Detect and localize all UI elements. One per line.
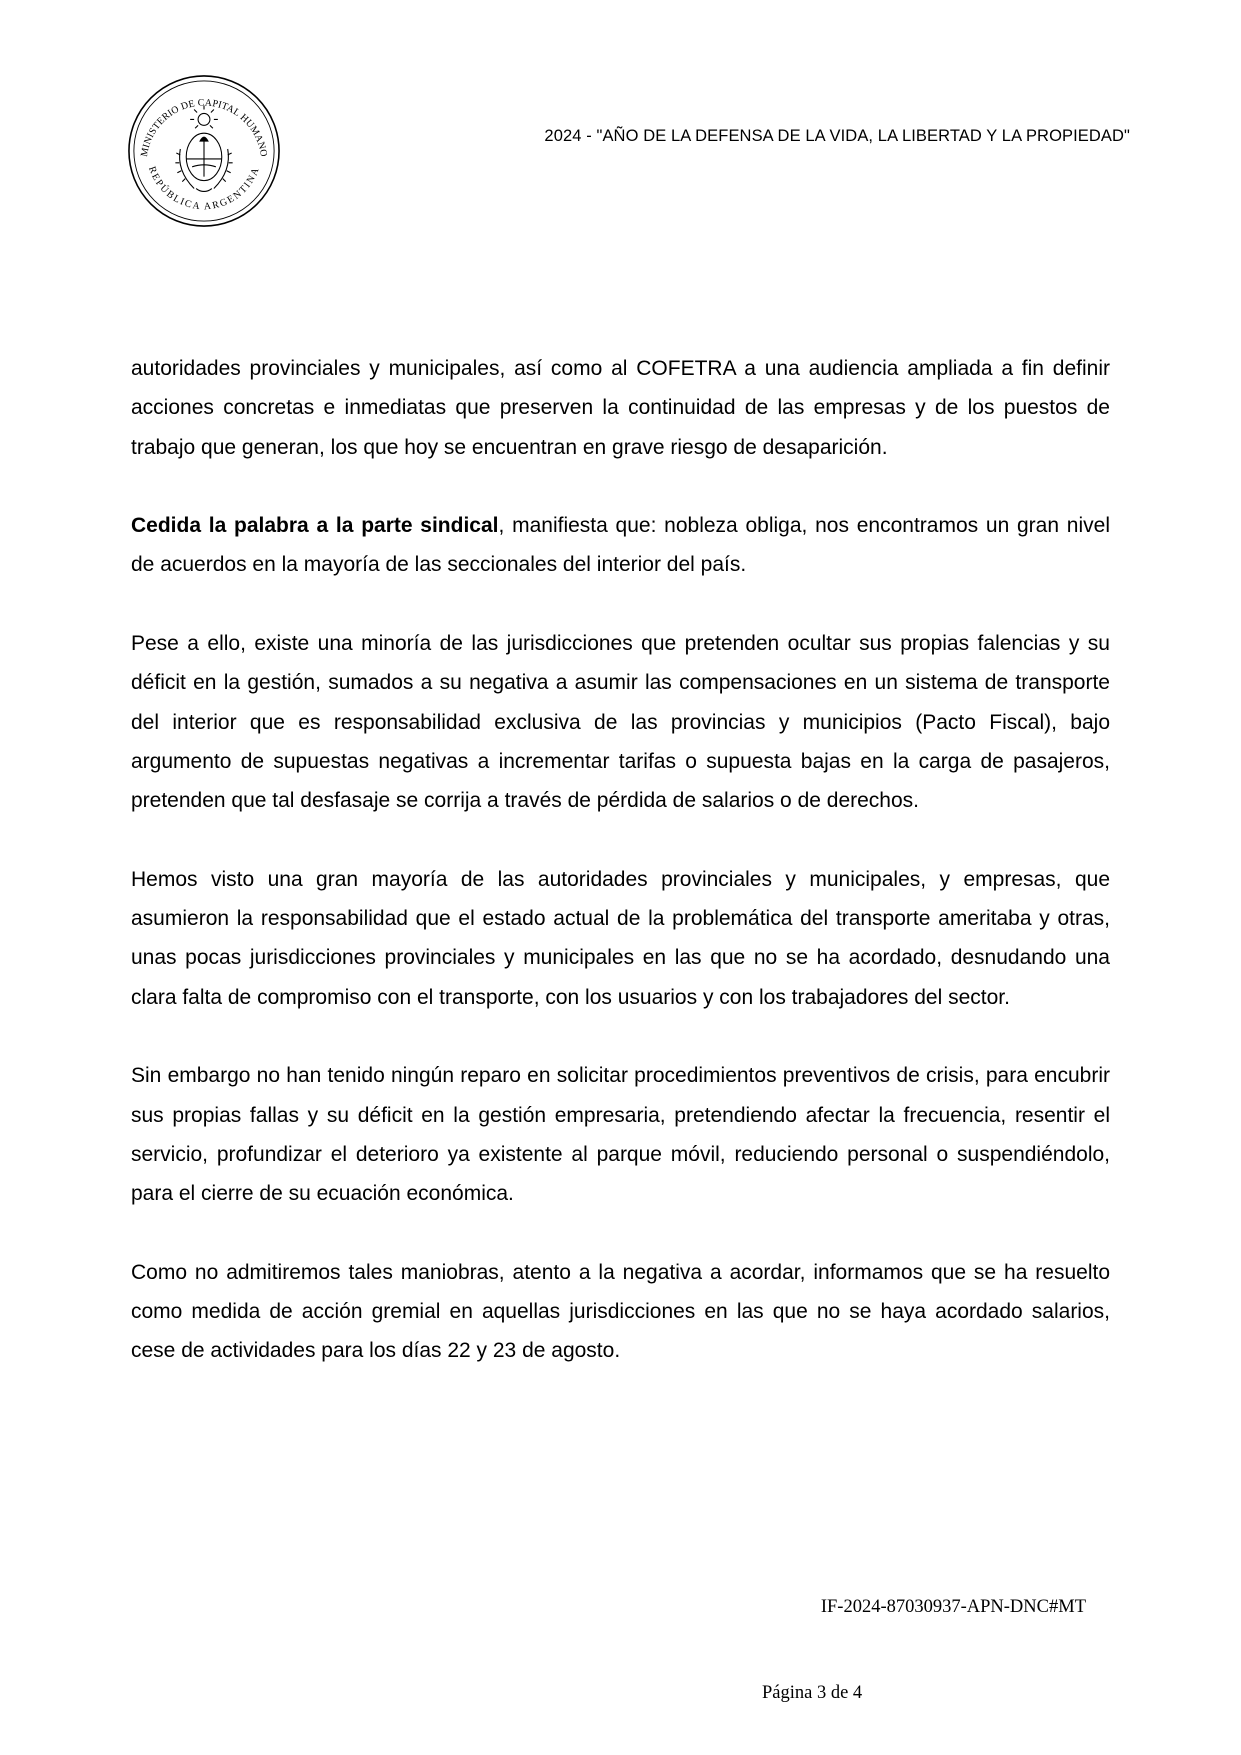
document-body bbox=[131, 349, 1110, 1410]
coat-of-arms-icon bbox=[175, 106, 232, 192]
paragraph-3: Pese a ello, existe una minoría de las jurisdicciones que pretenden ocultar sus propias falencias y su déficit en la gestión, sumados a su negativa a asumir las compensaciones en un sistema de transporte del interior que es responsabilidad exclusiva de las provincias y municipios (Pacto Fiscal), bajo argumento de supuestas negativas a incrementar tarifas o supuesta bajas en la carga de pasajeros, pretenden que tal desfasaje se corrija a través de pérdida de salarios o de derechos. bbox=[131, 632, 1110, 813]
paragraph-6: Como no admitiremos tales maniobras, atento a la negativa a acordar, informamos que se ha resuelto como medida de acción gremial en aquellas jurisdicciones en las que no se haya acordado salarios, cese de actividades para los días 22 y 23 de agosto. bbox=[131, 1260, 1110, 1363]
ministry-seal-logo bbox=[125, 72, 283, 230]
paragraph-1: autoridades provinciales y municipales, así como al COFETRA a una audiencia ampliada a fin definir acciones concretas e inmediatas que preserven la continuidad de las empresas y de los puestos de trabajo que generan, los que hoy se encuentran en grave riesgo de desaparición. bbox=[131, 357, 1110, 459]
seal-top-text: MINISTERIO DE CAPITAL HUMANO bbox=[138, 97, 269, 158]
paragraph-2-rest: , manifiesta que: nobleza obliga, nos encontramos un gran nivel de acuerdos en la mayoría de las seccionales del interior del país. bbox=[131, 514, 1110, 577]
document-id: IF-2024-87030937-APN-DNC#MT bbox=[820, 1597, 1086, 1617]
header-year-motto: 2024 - "AÑO DE LA DEFENSA DE LA VIDA, LA LIBERTAD Y LA PROPIEDAD" bbox=[544, 127, 1130, 145]
paragraph-2-bold-lead: Cedida la palabra a la parte sindical bbox=[131, 514, 499, 538]
seal-bottom-text: REPÚBLICA ARGENTINA bbox=[146, 164, 263, 213]
paragraph-5: Sin embargo no han tenido ningún reparo en solicitar procedimientos preventivos de crisis, para encubrir sus propias fallas y su déficit en la gestión empresaria, pretendiendo afectar la frecuencia, resentir el servicio, profundizar el deterioro ya existente al parque móvil, reduciendo personal o suspendiéndolo, para el cierre de su ecuación económica. bbox=[131, 1064, 1110, 1206]
paragraph-2 bbox=[131, 506, 1110, 585]
paragraph-4: Hemos visto una gran mayoría de las autoridades provinciales y municipales, y empresas, que asumieron la responsabilidad que el estado actual de la problemática del transporte ameritaba y otras, unas pocas jurisdicciones provinciales y municipales en las que no se ha acordado, desnudando una clara falta de compromiso con el transporte, con los usuarios y con los trabajadores del sector. bbox=[131, 867, 1110, 1009]
page-number: Página 3 de 4 bbox=[762, 1683, 863, 1703]
